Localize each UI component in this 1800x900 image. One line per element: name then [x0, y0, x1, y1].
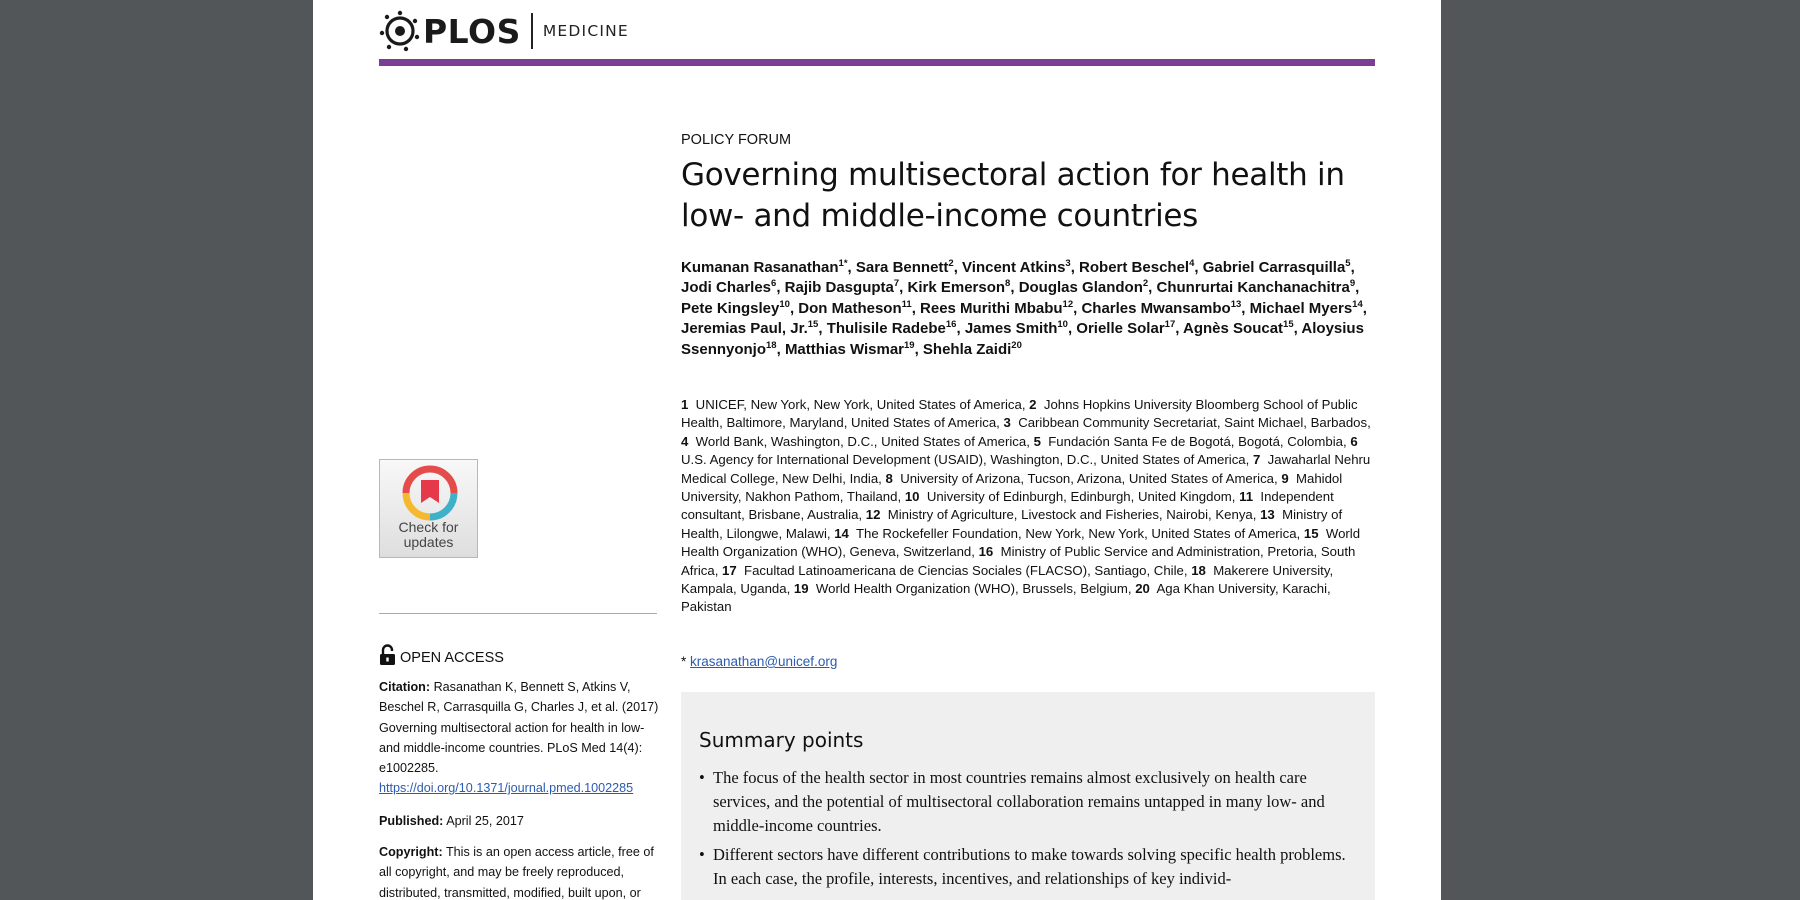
author-name: Jeremias Paul, Jr.: [681, 320, 808, 338]
plos-logo: [379, 8, 629, 54]
citation-doi-link[interactable]: https://doi.org/10.1371/journal.pmed.1002285: [379, 781, 634, 796]
citation-text: Rasanathan K, Bennett S, Atkins V, Beschel R, Carrasquilla G, Charles J, et al. (2017) Governing multisectoral action for health in low- and middle-income countries. PLoS Med 14(4): e1002285.: [379, 680, 659, 776]
left-divider: [379, 613, 657, 614]
author-name: Jodi Charles: [681, 279, 772, 297]
corresponding-author: [681, 654, 837, 669]
author-name: Orielle Solar: [1076, 320, 1165, 338]
affiliation-text: University of Arizona, Tucson, Arizona, United States of America,: [900, 470, 1278, 486]
affiliation-number: 18: [1191, 562, 1206, 578]
affiliation-text: Jawaharlal Nehru Medical College, New Delhi, India,: [681, 452, 1371, 486]
journal-name: MEDICINE: [542, 22, 629, 40]
author-name: Thulisile Radebe: [826, 320, 946, 338]
correspondence-marker: *: [681, 654, 687, 669]
affiliation-text: Facultad Latinoamericana de Ciencias Sociales (FLACSO), Santiago, Chile,: [744, 562, 1188, 578]
author-name: Michael Myers: [1249, 299, 1353, 317]
author-affiliation-ref: 7: [893, 278, 900, 290]
summary-point: [699, 766, 1359, 838]
author-name: Vincent Atkins: [962, 259, 1066, 276]
author-list: Kumanan Rasanathan$^{1*}$, Sara Bennett$^2$, Vincent Atkins$^3$, Robert Beschel$^4$, Gabriel Carrasquilla$^5$, Jodi Charles$^6$, Rajib Dasgupta$^7$, Kirk Emerson$^8$, Douglas Glandon$^2$, Chunrurtai Kanchanachitra$^9$, Pete Kingsley$^{10}$, Don Matheson$^{11}$, Rees Murithi Mbabu$^{12}$, Charles Mwansambo$^{13}$, Michael Myers$^{14}$, Jeremias Paul, Jr.$^{15}$, Thulisile Radebe$^{16}$, James Smith$^{10}$, Orielle Solar$^{17}$, Agnès Soucat$^{15}$, Aloysius Ssennyonjo$^{18}$, Matthias Wismar$^{19}$, Shehla Zaidi$^{20}$: [681, 258, 1367, 358]
author-name: Kumanan Rasanathan: [681, 259, 839, 276]
affiliation-number: 19: [793, 581, 809, 597]
author-name: Douglas Glandon: [1018, 279, 1143, 297]
affiliation-text: University of Edinburgh, Edinburgh, United Kingdom,: [926, 489, 1236, 505]
affiliation-text: Makerere University, Kampala, Uganda,: [681, 562, 1334, 597]
author-affiliation-ref: 13: [1230, 298, 1242, 310]
author-affiliation-ref: 14: [1352, 298, 1363, 310]
author-affiliation-ref: 19: [904, 339, 915, 351]
open-access-label: OPEN ACCESS: [400, 650, 504, 666]
pdf-page: [313, 0, 1441, 900]
affiliation-text: Fundación Santa Fe de Bogotá, Bogotá, Colombia,: [1048, 433, 1347, 449]
author-affiliation-ref: 17: [1164, 319, 1176, 331]
affiliation-text: World Bank, Washington, D.C., United States of America,: [695, 433, 1030, 449]
author-affiliation-ref: 10: [1057, 319, 1068, 331]
author-name: Don Matheson: [798, 299, 902, 317]
author-name: Chunrurtai Kanchanachitra: [1156, 279, 1350, 297]
summary-points-box: [681, 692, 1375, 900]
author-affiliation-ref: 3: [1065, 258, 1071, 269]
copyright-block: [379, 842, 663, 900]
author-name: Robert Beschel: [1079, 259, 1190, 276]
affiliation-text: U.S. Agency for International Development (USAID), Washington, D.C., United States of America,: [681, 452, 1250, 468]
affiliation-number: 16: [978, 544, 994, 560]
published-block: [379, 811, 663, 831]
author-affiliation-ref: 15: [807, 319, 819, 331]
author-affiliation-ref: 12: [1062, 298, 1074, 310]
affiliation-list: [681, 396, 1381, 617]
affiliation-number: 14: [834, 525, 849, 541]
affiliation-number: 6: [1350, 433, 1358, 449]
author-affiliation-ref: 1*: [838, 258, 848, 269]
affiliation-text: Caribbean Community Secretariat, Saint Michael, Barbados,: [1018, 415, 1371, 431]
citation-block: [379, 677, 663, 799]
author-name: Agnès Soucat: [1183, 320, 1284, 338]
affiliation-text: Mahidol University, Nakhon Pathom, Thailand,: [681, 470, 1343, 505]
author-affiliation-ref: 20: [1011, 339, 1022, 351]
summary-heading: Summary points: [699, 728, 864, 752]
affiliation-number: 2: [1029, 397, 1037, 412]
author-affiliation-ref: 5: [1345, 258, 1351, 269]
author-name: Gabriel Carrasquilla: [1202, 259, 1346, 276]
affiliation-text: Aga Khan University, Karachi, Pakistan: [681, 581, 1331, 615]
author-name: Sara Bennett: [855, 259, 949, 276]
published-date: April 25, 2017: [446, 814, 524, 828]
summary-point-text: The focus of the health sector in most countries remains almost exclusively on health care services, and the potential of multisectoral collaboration remains untapped in many low- and middle-income countries.: [713, 768, 1325, 835]
affiliation-text: World Health Organization (WHO), Geneva, Switzerland,: [681, 525, 1361, 560]
summary-list: [699, 766, 1359, 896]
affiliation-text: Ministry of Public Service and Administration, Pretoria, South Africa,: [681, 544, 1356, 578]
author-name: Charles Mwansambo: [1081, 299, 1231, 317]
author-name: Shehla Zaidi: [922, 340, 1012, 358]
affiliation-number: 3: [1003, 415, 1011, 431]
summary-point: [699, 843, 1359, 891]
summary-point-text: Different sectors have different contributions to make towards solving specific health problems. In each case, the profile, interests, incentives, and relationships of key individ-: [713, 845, 1346, 888]
affiliation-number: 20: [1135, 581, 1150, 597]
affiliation-number: 13: [1260, 507, 1275, 523]
author-affiliation-ref: 18: [766, 339, 777, 351]
author-name: Rees Murithi Mbabu: [920, 299, 1063, 317]
affiliation-text: Independent consultant, Brisbane, Australia,: [681, 489, 1334, 523]
author-affiliation-ref: 8: [1005, 278, 1011, 290]
check-for-updates-label: Check for updates: [398, 519, 459, 550]
affiliation-number: 8: [885, 470, 893, 486]
affiliation-number: 5: [1033, 433, 1041, 449]
article-title: Governing multisectoral action for health in low- and middle-income countries: [681, 157, 1345, 234]
affiliation-number: 7: [1252, 452, 1261, 468]
affiliation-number: 9: [1281, 470, 1289, 486]
affiliation-number: 11: [1239, 489, 1254, 505]
author-name: Pete Kingsley: [681, 299, 780, 317]
open-access-badge: [379, 644, 504, 666]
correspondence-email-link[interactable]: krasanathan@unicef.org: [690, 654, 838, 669]
author-affiliation-ref: 2: [948, 258, 954, 269]
logo-separator: [531, 13, 533, 49]
crossmark-icon: [402, 465, 458, 521]
affiliation-number: 4: [681, 433, 689, 449]
check-for-updates-button[interactable]: [379, 459, 478, 558]
affiliation-text: The Rockefeller Foundation, New York, New York, United States of America,: [855, 525, 1301, 541]
plos-logo-icon: [379, 10, 421, 52]
author-name: James Smith: [964, 320, 1058, 338]
author-affiliation-ref: 9: [1349, 278, 1356, 290]
affiliation-number: 17: [722, 562, 737, 578]
author-affiliation-ref: 16: [945, 319, 957, 331]
author-name: Kirk Emerson: [907, 279, 1006, 297]
affiliation-number: 10: [904, 489, 920, 505]
affiliation-text: Johns Hopkins University Bloomberg School of Public Health, Baltimore, Maryland, United States of America,: [681, 397, 1358, 431]
bullet-icon: •: [699, 845, 705, 864]
affiliation-text: World Health Organization (WHO), Brussels, Belgium,: [815, 581, 1132, 597]
author-affiliation-ref: 11: [901, 298, 912, 310]
copyright-label: Copyright:: [379, 845, 443, 859]
copyright-text: This is an open access article, free of all copyright, and may be freely reproduced, distributed, transmitted, modified, built upon, or: [379, 845, 654, 900]
author-name: Matthias Wismar: [784, 340, 904, 358]
article-type: POLICY FORUM: [681, 132, 792, 148]
author-affiliation-ref: 15: [1283, 319, 1294, 331]
author-affiliation-ref: 2: [1142, 278, 1149, 290]
author-affiliation-ref: 4: [1189, 258, 1195, 269]
published-label: Published:: [379, 814, 444, 828]
affiliation-number: 15: [1303, 525, 1319, 541]
affiliation-text: UNICEF, New York, New York, United States of America,: [695, 397, 1026, 412]
affiliation-number: 12: [865, 507, 881, 523]
header-rule: [379, 59, 1375, 66]
affiliation-text: Ministry of Health, Lilongwe, Malawi,: [681, 507, 1343, 541]
author-name: Aloysius Ssennyonjo: [681, 320, 1364, 358]
author-affiliation-ref: 10: [779, 298, 790, 310]
author-name: Rajib Dasgupta: [784, 279, 894, 297]
author-affiliation-ref: 6: [771, 278, 777, 290]
affiliation-text: Ministry of Agriculture, Livestock and Fisheries, Nairobi, Kenya,: [887, 507, 1257, 523]
open-lock-icon: [379, 644, 396, 666]
logo-wordmark: PLOS: [423, 11, 521, 51]
affiliation-number: 1: [681, 397, 689, 412]
bullet-icon: •: [699, 768, 705, 787]
citation-label: Citation:: [379, 680, 431, 694]
